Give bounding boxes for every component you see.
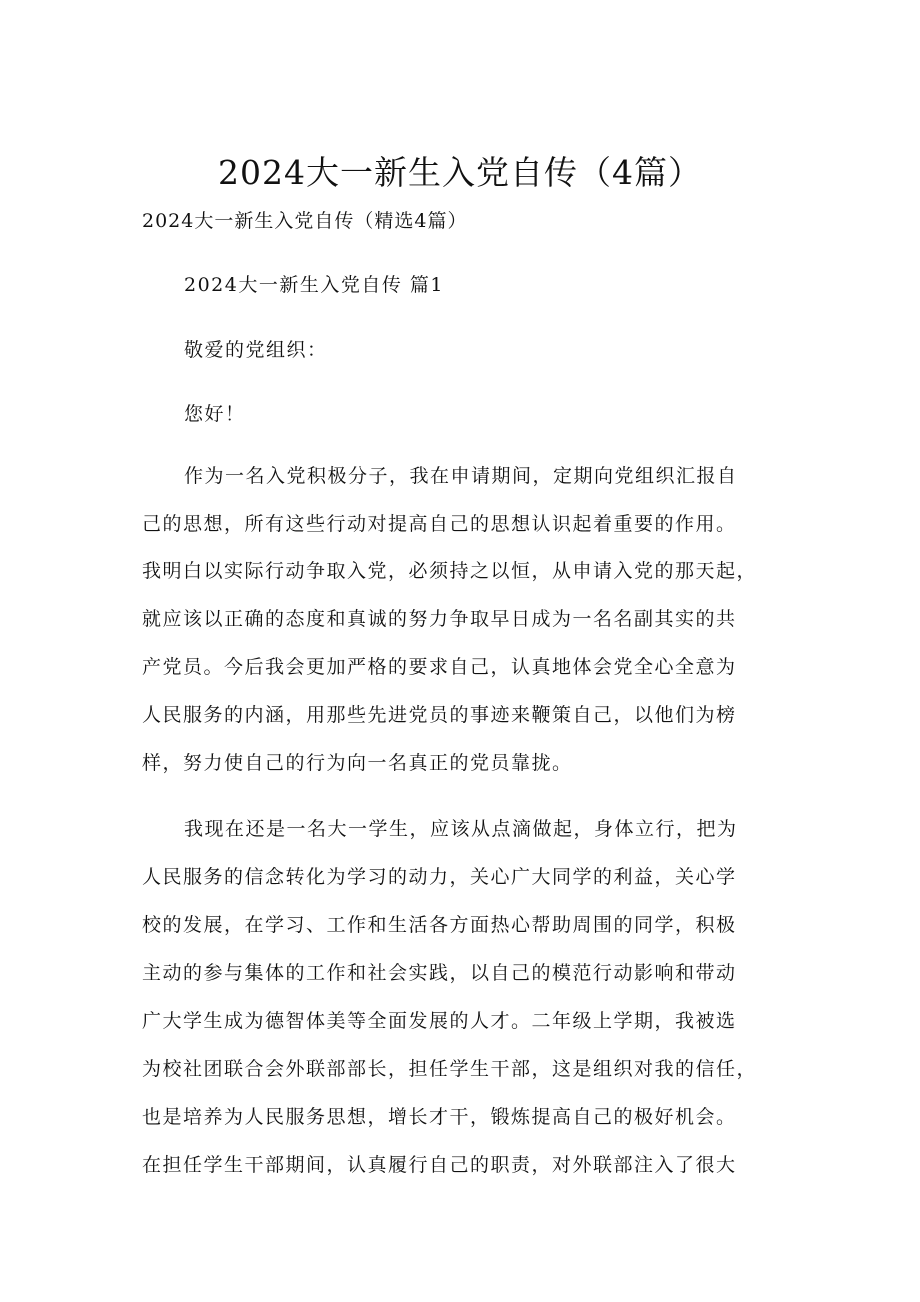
document-subtitle: 2024大一新生入党自传（精选4篇）: [142, 210, 468, 232]
paragraph1-line: 作为一名入党积极分子，我在申请期间，定期向党组织汇报自: [184, 465, 738, 487]
paragraph1-line: 就应该以正确的态度和真诚的努力争取早日成为一名名副其实的共: [142, 608, 737, 630]
salutation: 敬爱的党组织：: [184, 339, 328, 361]
paragraph2-line: 我现在还是一名大一学生，应该从点滴做起，身体立行，把为: [184, 818, 738, 840]
paragraph2-line: 校的发展，在学习、工作和生活各方面热心帮助周围的同学，积极: [142, 914, 737, 936]
paragraph1-line: 人民服务的内涵，用那些先进党员的事迹来鞭策自己，以他们为榜: [142, 704, 737, 726]
paragraph1-line: 产党员。今后我会更加严格的要求自己，认真地体会党全心全意为: [142, 656, 737, 678]
paragraph2-line: 为校社团联合会外联部部长，担任学生干部，这是组织对我的信任，: [142, 1058, 758, 1080]
document-title: 2024大一新生入党自传（4篇）: [218, 153, 702, 192]
paragraph1-line: 己的思想，所有这些行动对提高自己的思想认识起着重要的作用。: [142, 513, 737, 535]
greeting: 您好！: [184, 403, 246, 425]
paragraph2-line: 主动的参与集体的工作和社会实践，以自己的模范行动影响和带动: [142, 962, 737, 984]
paragraph2-line: 也是培养为人民服务思想，增长才干，锻炼提高自己的极好机会。: [142, 1106, 737, 1128]
section-heading: 2024大一新生入党自传 篇1: [184, 274, 444, 296]
paragraph2-line: 人民服务的信念转化为学习的动力，关心广大同学的利益，关心学: [142, 866, 737, 888]
paragraph2-line: 在担任学生干部期间，认真履行自己的职责，对外联部注入了很大: [142, 1154, 737, 1176]
paragraph2-line: 广大学生成为德智体美等全面发展的人才。二年级上学期，我被选: [142, 1010, 737, 1032]
paragraph1-line: 样，努力使自己的行为向一名真正的党员靠拢。: [142, 752, 573, 774]
paragraph1-line: 我明白以实际行动争取入党，必须持之以恒，从申请入党的那天起，: [142, 560, 758, 582]
